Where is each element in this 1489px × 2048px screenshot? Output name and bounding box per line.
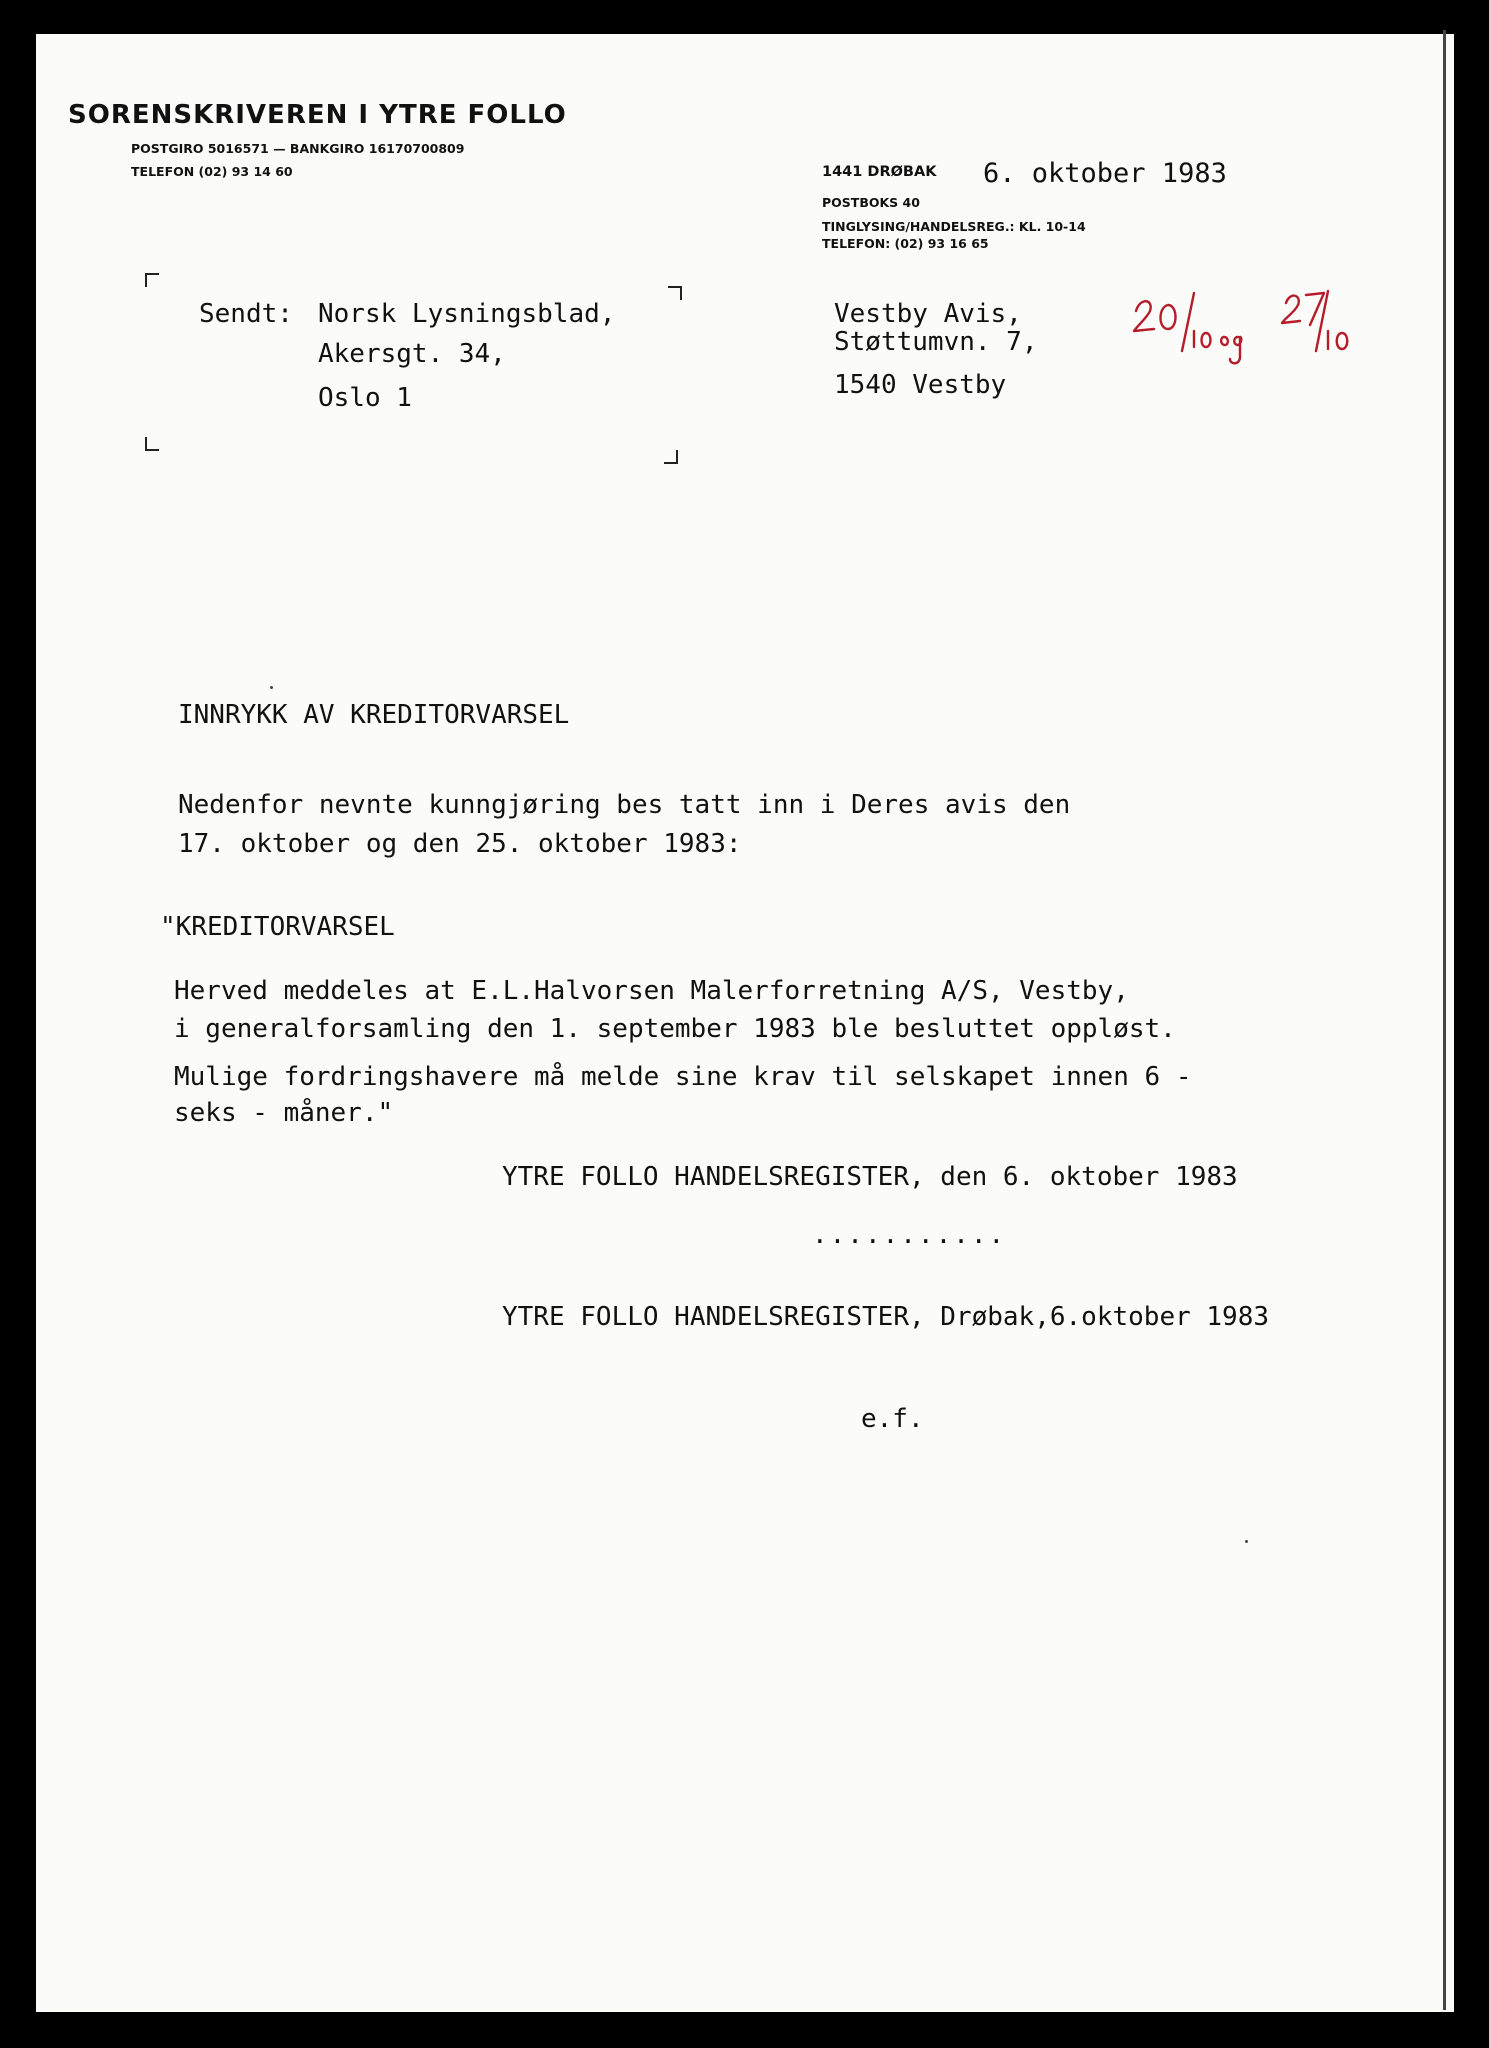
copy-city: 1540 Vestby	[834, 370, 1007, 400]
notice-title: "KREDITORVARSEL	[160, 912, 395, 942]
recipient-name: Norsk Lysningsblad,	[318, 299, 616, 329]
copy-name: Vestby Avis,	[834, 299, 1022, 329]
office-hours: TINGLYSING/HANDELSREG.: KL. 10-14	[822, 219, 1086, 234]
signature-1: YTRE FOLLO HANDELSREGISTER, den 6. oktober 1983	[502, 1162, 1238, 1192]
notice-line-1: Herved meddeles at E.L.Halvorsen Malerforretning A/S, Vestby,	[174, 976, 1129, 1006]
place: 1441 DRØBAK	[822, 164, 937, 180]
copy-street: Støttumvn. 7,	[834, 327, 1038, 357]
notice-line-2: i generalforsamling den 1. september 1983 ble besluttet oppløst.	[174, 1014, 1176, 1044]
window-corner-top-right	[668, 286, 682, 300]
postbox: POSTBOKS 40	[822, 195, 920, 210]
recipient-label: Sendt:	[199, 299, 293, 329]
speck	[270, 686, 273, 689]
recipient-city: Oslo 1	[318, 383, 412, 413]
subject: INNRYKK AV KREDITORVARSEL	[178, 700, 570, 730]
speck	[1245, 1540, 1248, 1543]
recipient-street: Akersgt. 34,	[318, 339, 506, 369]
office-phone: TELEFON (02) 93 14 60	[131, 164, 293, 179]
notice-line-3: Mulige fordringshavere må melde sine krav til selskapet innen 6 -	[174, 1062, 1192, 1092]
separator-dots: ...........	[812, 1220, 1007, 1250]
notice-line-4: seks - måner."	[174, 1098, 394, 1128]
letter-date: 6. oktober 1983	[983, 158, 1227, 189]
window-corner-bottom-left	[145, 437, 159, 451]
intro-line-1: Nedenfor nevnte kunngjøring bes tatt inn i Deres avis den	[178, 790, 1071, 820]
window-corner-top-left	[145, 273, 159, 287]
giro-numbers: POSTGIRO 5016571 — BANKGIRO 16170700809	[131, 141, 465, 156]
intro-line-2: 17. oktober og den 25. oktober 1983:	[178, 829, 742, 859]
signature-2: YTRE FOLLO HANDELSREGISTER, Drøbak,6.oktober 1983	[502, 1302, 1270, 1332]
ef-mark: e.f.	[861, 1404, 924, 1434]
office-name: SORENSKRIVEREN I YTRE FOLLO	[68, 100, 567, 130]
registry-phone: TELEFON: (02) 93 16 65	[822, 236, 989, 251]
window-corner-bottom-right	[664, 450, 678, 464]
page-edge	[1443, 30, 1446, 2010]
handwritten-note	[1128, 285, 1368, 370]
